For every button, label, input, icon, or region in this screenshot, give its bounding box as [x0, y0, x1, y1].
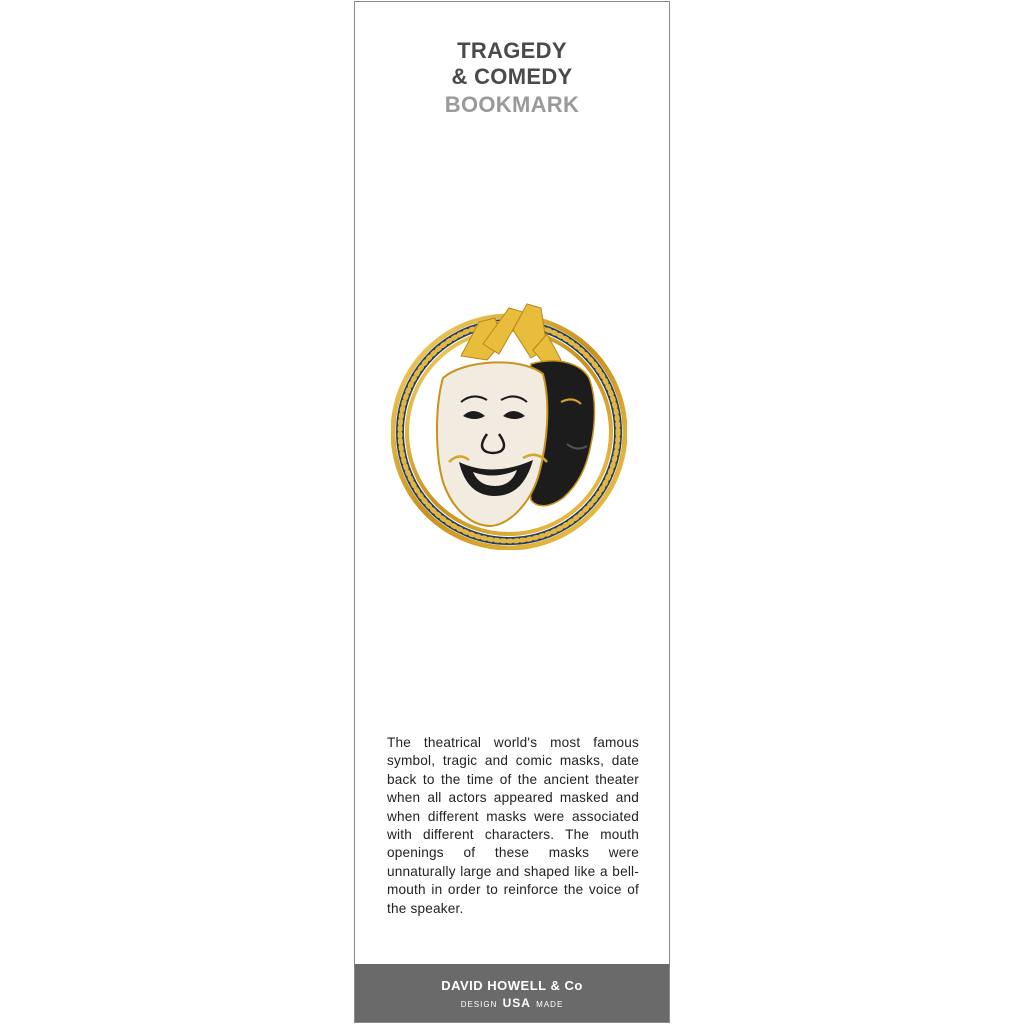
brand-footer — [355, 964, 669, 1022]
masks-emblem — [391, 294, 627, 550]
brand-tagline — [355, 997, 669, 1011]
title-line-3: BOOKMARK — [444, 92, 580, 117]
title-line-1: TRAGEDY — [457, 38, 567, 63]
comedy-mask-icon — [437, 362, 547, 526]
description-text: The theatrical world's most famous symbol, tragic and comic masks, date back to the time of the ancient theater when all actors appeared masked and when different masks were associated with different characters. The mouth openings of these masks were unnaturally large and shaped like a bell-mouth in order to reinforce the voice of the speaker. — [387, 735, 639, 916]
ribbon-straps — [461, 304, 561, 370]
bookmark-title — [355, 38, 669, 118]
tagline-design: DESIGN — [460, 1000, 498, 1009]
bookmark-card — [354, 1, 670, 1023]
title-line-2: & COMEDY — [451, 64, 573, 89]
tagline-made: MADE — [536, 1000, 564, 1009]
tagline-usa: USA — [502, 996, 531, 1010]
brand-name: DAVID HOWELL & Co — [441, 978, 583, 993]
